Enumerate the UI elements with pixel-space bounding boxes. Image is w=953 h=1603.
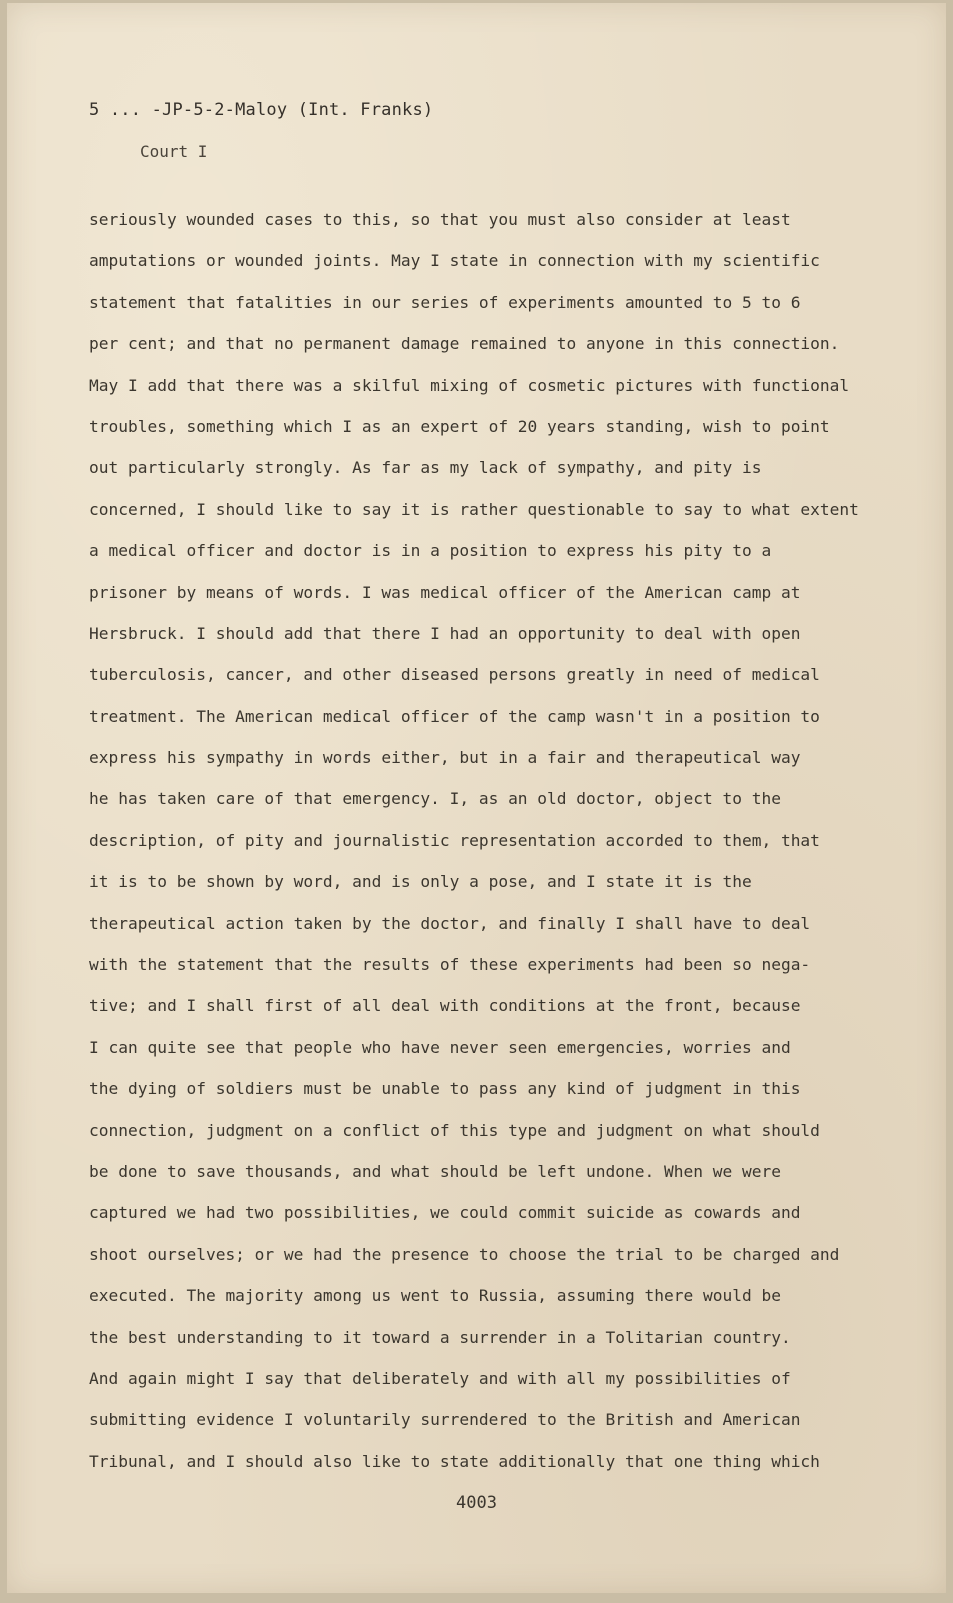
transcript-line: description, of pity and journalistic representation accorded to them, that (89, 830, 820, 850)
transcript-line: Hersbruck. I should add that there I had an opportunity to deal with open (89, 623, 801, 643)
transcript-line: statement that fatalities in our series of experiments amounted to 5 to 6 (89, 292, 801, 312)
transcript-line: I can quite see that people who have never seen emergencies, worries and (89, 1037, 791, 1057)
transcript-line: troubles, something which I as an expert of 20 years standing, wish to point (89, 416, 830, 436)
transcript-line: the best understanding to it toward a surrender in a Tolitarian country. (89, 1327, 791, 1347)
transcript-line: a medical officer and doctor is in a position to express his pity to a (89, 541, 772, 561)
transcript-line: express his sympathy in words either, but in a fair and therapeutical way (89, 748, 801, 768)
transcript-line: Tribunal, and I should also like to state additionally that one thing which (89, 1451, 820, 1471)
transcript-line: per cent; and that no permanent damage remained to anyone in this connection. (89, 334, 840, 354)
transcript-line: with the statement that the results of these experiments had been so nega- (89, 955, 811, 975)
transcript-line: tuberculosis, cancer, and other diseased persons greatly in need of medical (89, 665, 820, 685)
transcript-line: he has taken care of that emergency. I, as an old doctor, object to the (89, 789, 781, 809)
document-page (7, 3, 946, 1593)
transcript-line: the dying of soldiers must be unable to pass any kind of judgment in this (89, 1079, 801, 1099)
page-number: 4003 (456, 1493, 497, 1513)
transcript-body (89, 199, 889, 1482)
transcript-line: it is to be shown by word, and is only a pose, and I state it is the (89, 872, 752, 892)
transcript-line: amputations or wounded joints. May I state in connection with my scientific (89, 251, 820, 271)
transcript-line: treatment. The American medical officer of the camp wasn't in a position to (89, 706, 820, 726)
transcript-line: shoot ourselves; or we had the presence to choose the trial to be charged and (89, 1244, 840, 1264)
transcript-line: concerned, I should like to say it is rather questionable to say to what extent (89, 499, 859, 519)
document-header: 5 ... -JP-5-2-Maloy (Int. Franks) (89, 100, 434, 120)
court-label: Court I (140, 142, 208, 161)
transcript-line: therapeutical action taken by the doctor, and finally I shall have to deal (89, 913, 811, 933)
transcript-line: submitting evidence I voluntarily surrendered to the British and American (89, 1410, 801, 1430)
transcript-line: captured we had two possibilities, we could commit suicide as cowards and (89, 1203, 801, 1223)
transcript-line: be done to save thousands, and what should be left undone. When we were (89, 1161, 781, 1181)
transcript-line: May I add that there was a skilful mixing of cosmetic pictures with functional (89, 375, 850, 395)
transcript-line: tive; and I shall first of all deal with conditions at the front, because (89, 996, 801, 1016)
transcript-line: prisoner by means of words. I was medical officer of the American camp at (89, 582, 801, 602)
transcript-line: executed. The majority among us went to Russia, assuming there would be (89, 1286, 781, 1306)
transcript-line: seriously wounded cases to this, so that you must also consider at least (89, 210, 791, 229)
transcript-line: out particularly strongly. As far as my lack of sympathy, and pity is (89, 458, 762, 478)
transcript-line: And again might I say that deliberately and with all my possibilities of (89, 1368, 791, 1388)
transcript-line: connection, judgment on a conflict of this type and judgment on what should (89, 1120, 820, 1140)
